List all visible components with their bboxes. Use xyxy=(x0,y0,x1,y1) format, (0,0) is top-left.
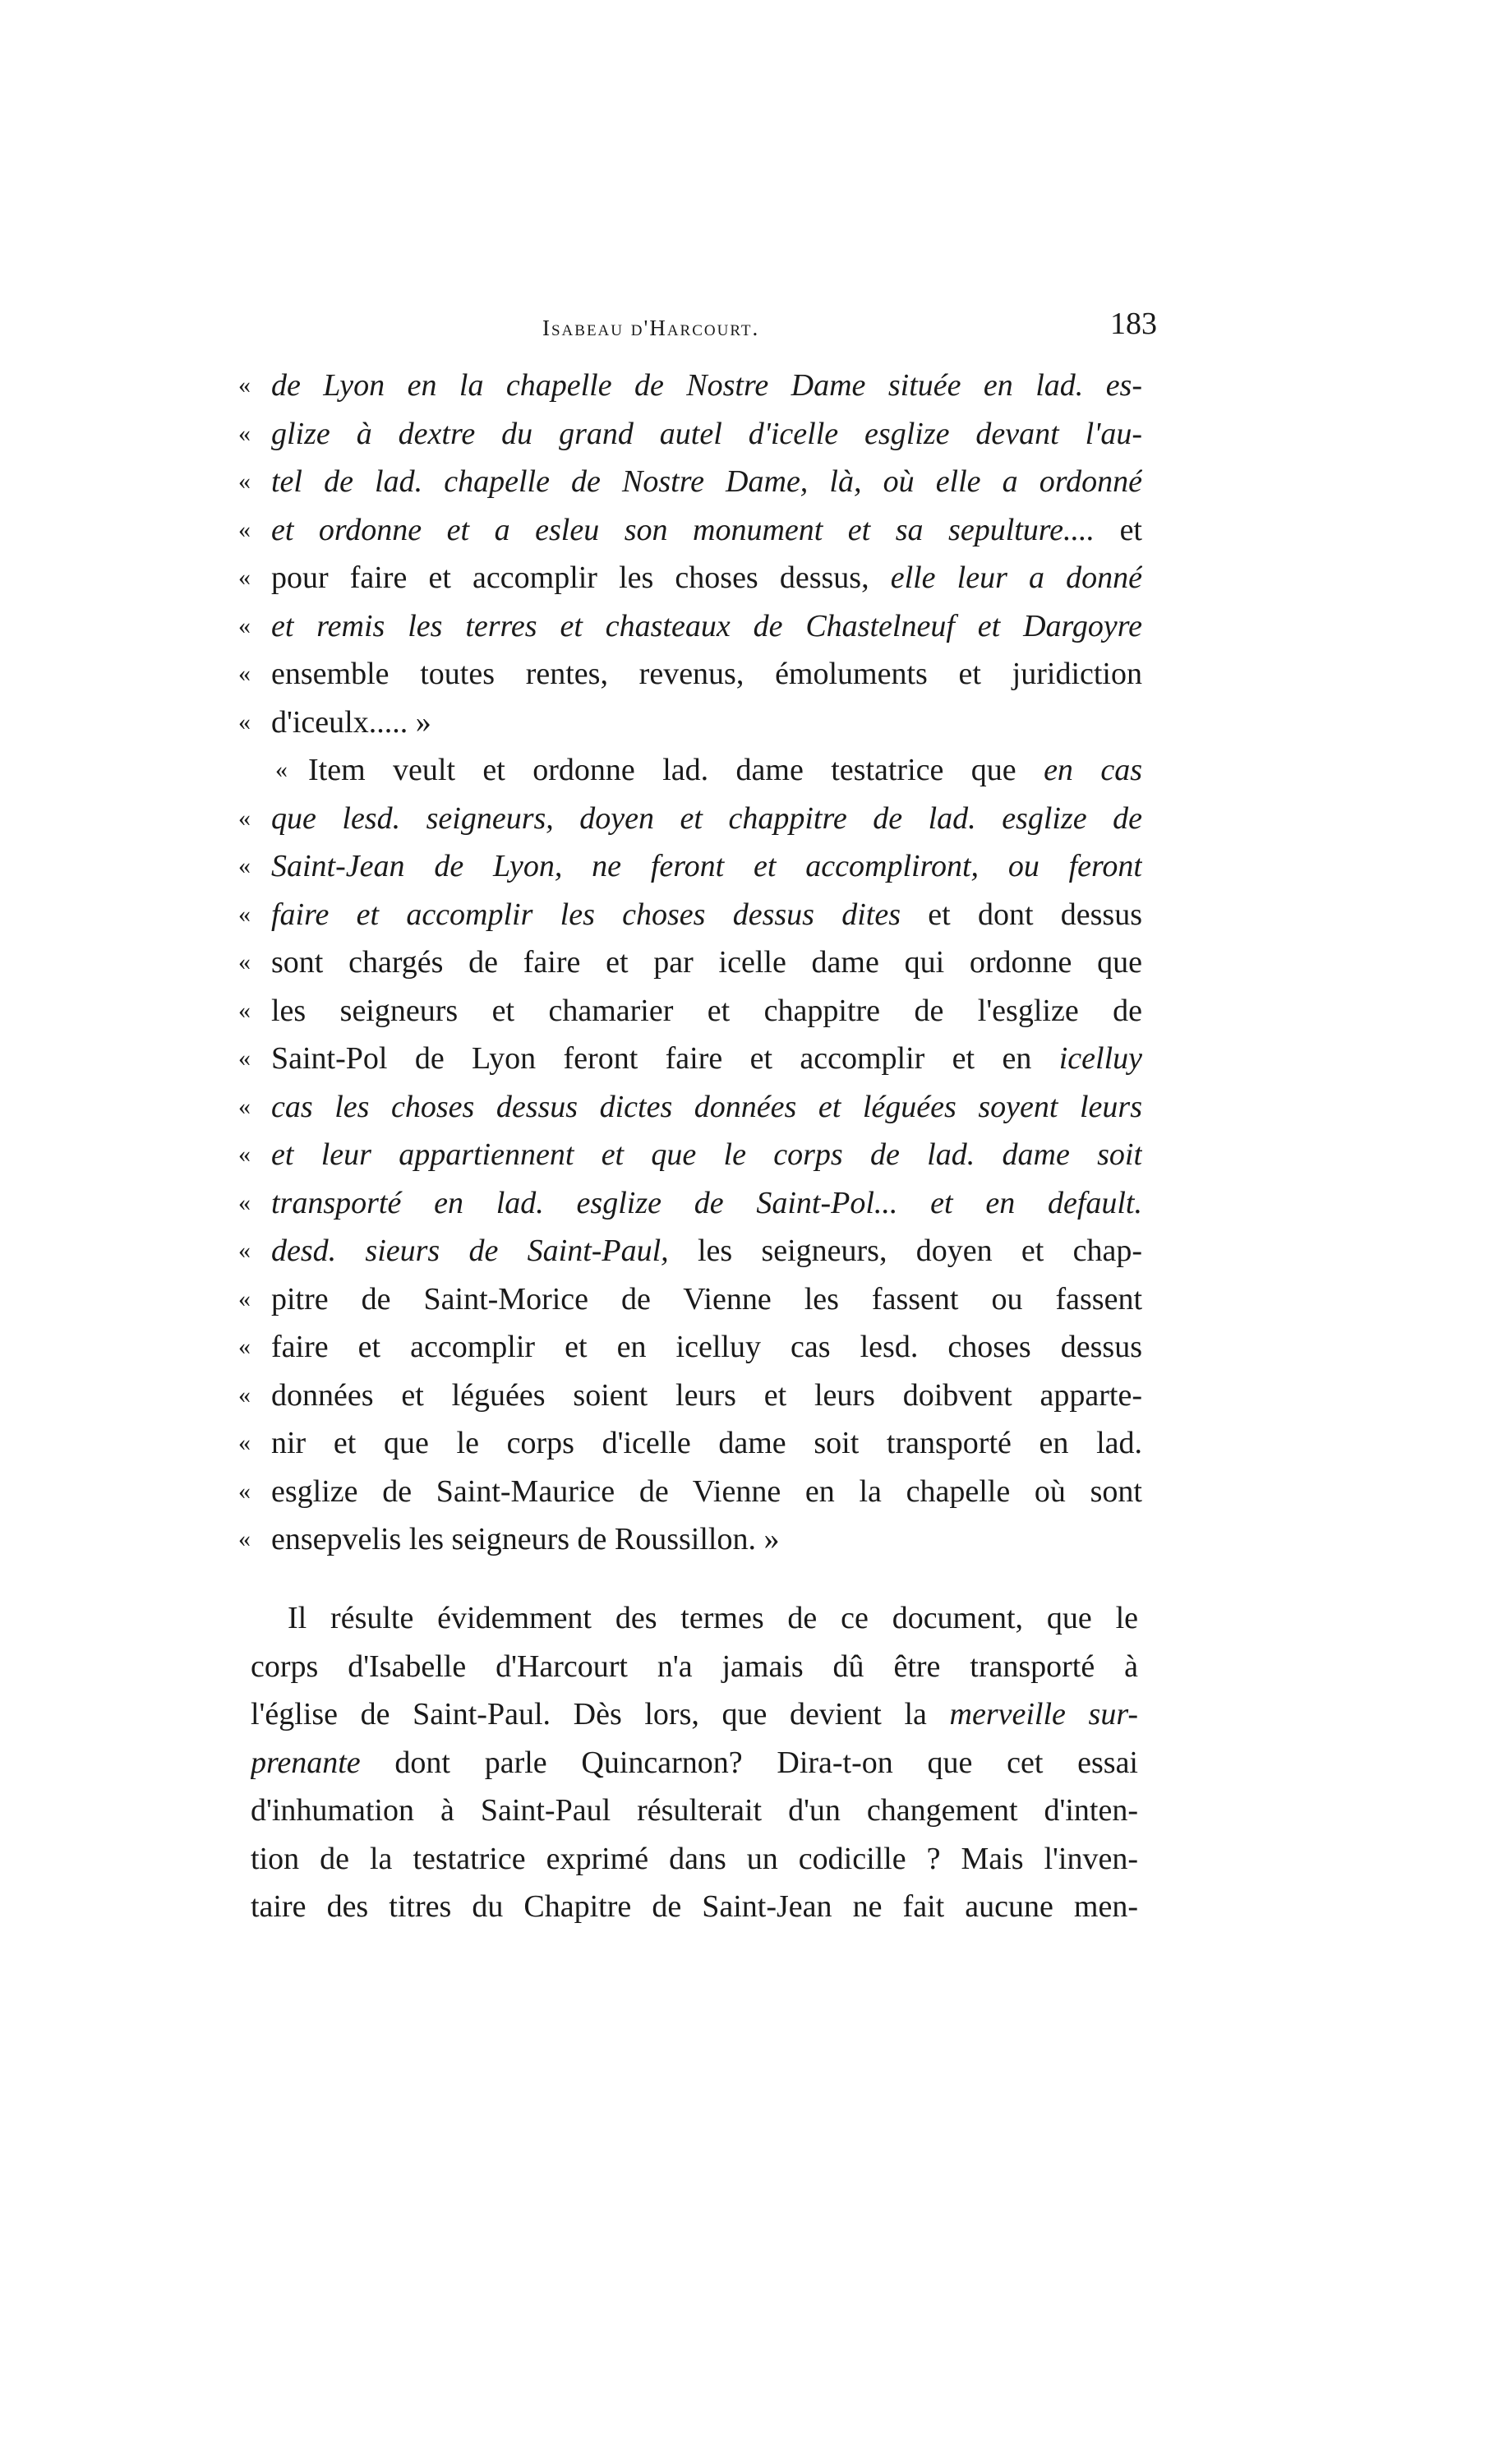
guillemet: « xyxy=(275,756,288,783)
line-text xyxy=(271,795,1142,843)
roman-text: et dont dessus xyxy=(900,897,1142,932)
roman-text: corps d'Isabelle d'Harcourt n'a jamais dû être transporté à xyxy=(251,1649,1138,1684)
guillemet: « xyxy=(238,515,251,543)
guillemet: « xyxy=(238,996,251,1024)
line-text xyxy=(271,362,1142,410)
guillemet: « xyxy=(238,1237,251,1264)
running-title: Isabeau d'Harcourt. xyxy=(542,316,760,340)
guillemet: « xyxy=(238,564,251,591)
italic-text: Saint-Jean de Lyon, ne feront et accompliront, ou feront xyxy=(271,849,1142,883)
line-text xyxy=(271,1131,1142,1179)
italic-text: merveille sur- xyxy=(949,1697,1138,1732)
roman-text: dont parle Quincarnon? Dira-t-on que cet essai xyxy=(360,1745,1138,1780)
text-line xyxy=(238,410,1142,459)
text-line xyxy=(238,458,1142,506)
roman-text: les seigneurs et chamarier et chappitre de l'esglize de xyxy=(271,993,1142,1028)
guillemet: « xyxy=(238,708,251,736)
line-text xyxy=(271,938,1142,987)
text-line xyxy=(251,1883,1138,1931)
text-line xyxy=(238,1227,1142,1275)
italic-text: en cas xyxy=(1044,753,1142,787)
text-line xyxy=(238,1035,1142,1083)
line-text xyxy=(271,650,1142,699)
guillemet: « xyxy=(238,900,251,928)
guillemet: « xyxy=(238,419,251,447)
roman-text: les seigneurs, doyen et chap- xyxy=(668,1234,1142,1268)
italic-text: elle leur a donné xyxy=(890,560,1142,595)
guillemet: « xyxy=(238,1333,251,1360)
line-text xyxy=(271,1083,1142,1132)
guillemet: « xyxy=(238,1429,251,1456)
italic-text: et remis les terres et chasteaux de Chastelneuf et Dargoyre xyxy=(271,608,1142,643)
line-text xyxy=(251,1643,1138,1691)
italic-text: tel de lad. chapelle de Nostre Dame, là, où elle a ordonné xyxy=(271,464,1142,499)
line-text xyxy=(251,1787,1138,1835)
roman-text: d'iceulx..... » xyxy=(271,704,431,740)
line-text xyxy=(271,1275,1142,1324)
line-text xyxy=(271,1468,1142,1516)
text-line xyxy=(238,1468,1142,1516)
running-header xyxy=(238,306,1157,347)
body-paragraph xyxy=(251,1594,1138,1931)
line-text xyxy=(271,458,1142,506)
roman-text: sont chargés de faire et par icelle dame qui ordonne que xyxy=(271,945,1142,980)
roman-text: d'inhumation à Saint-Paul résulterait d'un changement d'inten- xyxy=(251,1793,1138,1828)
italic-text: de Lyon en la chapelle de Nostre Dame située en lad. es- xyxy=(271,368,1142,403)
italic-text: prenante xyxy=(251,1745,361,1780)
text-line xyxy=(238,699,1142,747)
roman-text: esglize de Saint-Maurice de Vienne en la chapelle où sont xyxy=(271,1473,1142,1509)
guillemet: « xyxy=(238,371,251,399)
guillemet: « xyxy=(238,1141,251,1168)
text-line xyxy=(238,554,1142,602)
italic-text: et ordonne et a esleu son monument et sa sepulture.... xyxy=(271,512,1095,547)
line-text xyxy=(251,1835,1138,1884)
text-line xyxy=(251,1835,1138,1884)
text-line xyxy=(238,650,1142,699)
italic-text: desd. sieurs de Saint-Paul, xyxy=(271,1234,669,1268)
guillemet: « xyxy=(238,1092,251,1120)
line-text xyxy=(271,1227,1142,1275)
line-text xyxy=(308,746,1142,795)
text-line xyxy=(251,1594,1138,1643)
guillemet: « xyxy=(238,1477,251,1505)
guillemet: « xyxy=(238,1525,251,1552)
line-text xyxy=(271,891,1142,939)
text-line xyxy=(238,1419,1142,1468)
text-line xyxy=(238,1323,1142,1372)
roman-text: Item veult et ordonne lad. dame testatrice que xyxy=(308,753,1044,787)
italic-text: et leur appartiennent et que le corps de lad. dame soit xyxy=(271,1137,1142,1172)
line-text xyxy=(271,506,1142,555)
roman-text: l'église de Saint-Paul. Dès lors, que devient la xyxy=(251,1697,950,1732)
roman-text: taire des titres du Chapitre de Saint-Jean ne fait aucune men- xyxy=(251,1889,1138,1924)
line-text xyxy=(271,1372,1142,1420)
italic-text: glize à dextre du grand autel d'icelle esglize devant l'au- xyxy=(271,416,1142,451)
line-text xyxy=(271,1419,1142,1468)
guillemet: « xyxy=(238,1188,251,1216)
text-line xyxy=(238,1083,1142,1132)
italic-text: que lesd. seigneurs, doyen et chappitre de lad. esglize de xyxy=(271,800,1142,836)
italic-text: cas les choses dessus dictes données et léguées soyent leurs xyxy=(271,1089,1142,1124)
text-line xyxy=(238,506,1142,555)
line-text xyxy=(271,1179,1142,1228)
guillemet: « xyxy=(238,468,251,495)
text-line xyxy=(238,795,1142,843)
roman-text: données et léguées soient leurs et leurs doibvent apparte- xyxy=(271,1377,1142,1413)
text-line xyxy=(238,602,1142,651)
text-line xyxy=(238,1515,1142,1564)
text-line xyxy=(251,1787,1138,1835)
roman-text: pitre de Saint-Morice de Vienne les fassent ou fassent xyxy=(271,1281,1142,1317)
text-line xyxy=(238,746,1142,795)
line-text xyxy=(251,1739,1138,1787)
roman-text: faire et accomplir et en icelluy cas lesd. choses dessus xyxy=(271,1330,1142,1364)
line-text xyxy=(271,554,1142,602)
guillemet: « xyxy=(238,1284,251,1312)
guillemet: « xyxy=(238,852,251,879)
text-line xyxy=(238,987,1142,1035)
roman-text: tion de la testatrice exprimé dans un codicille ? Mais l'inven- xyxy=(251,1841,1138,1876)
guillemet: « xyxy=(238,804,251,832)
text-line xyxy=(238,1372,1142,1420)
line-text xyxy=(288,1594,1138,1643)
line-text xyxy=(271,410,1142,459)
quoted-testament-text xyxy=(238,362,1142,1564)
italic-text: faire et accomplir les choses dessus dites xyxy=(271,897,901,932)
guillemet: « xyxy=(238,611,251,639)
roman-text: nir et que le corps d'icelle dame soit transporté en lad. xyxy=(271,1426,1142,1460)
line-text xyxy=(251,1883,1138,1931)
text-line xyxy=(238,842,1142,891)
page-number: 183 xyxy=(1110,307,1157,341)
text-line xyxy=(238,1275,1142,1324)
guillemet: « xyxy=(238,1044,251,1072)
italic-text: transporté en lad. esglize de Saint-Pol... et en default. xyxy=(271,1185,1142,1220)
line-text xyxy=(271,1323,1142,1372)
line-text xyxy=(271,842,1142,891)
roman-text: pour faire et accomplir les choses dessus, xyxy=(271,560,891,595)
line-text xyxy=(271,602,1142,651)
guillemet: « xyxy=(238,1381,251,1409)
roman-text: ensepvelis les seigneurs de Roussillon. » xyxy=(271,1522,780,1556)
roman-text: ensemble toutes rentes, revenus, émoluments et juridiction xyxy=(271,657,1142,691)
line-text xyxy=(251,1690,1138,1739)
guillemet: « xyxy=(238,660,251,687)
text-line xyxy=(238,938,1142,987)
line-text xyxy=(271,699,1142,747)
text-line xyxy=(238,891,1142,939)
line-text xyxy=(271,1515,1142,1564)
guillemet: « xyxy=(238,948,251,975)
roman-text: Saint-Pol de Lyon feront faire et accomplir et en xyxy=(271,1041,1059,1076)
line-text xyxy=(271,987,1142,1035)
text-line xyxy=(251,1643,1138,1691)
text-line xyxy=(238,1131,1142,1179)
text-line xyxy=(238,1179,1142,1228)
line-text xyxy=(271,1035,1142,1083)
roman-text: et xyxy=(1095,512,1142,547)
italic-text: icelluy xyxy=(1058,1041,1142,1076)
text-line xyxy=(238,362,1142,410)
text-line xyxy=(251,1690,1138,1739)
text-line xyxy=(251,1739,1138,1787)
roman-text: Il résulte évidemment des termes de ce document, que le xyxy=(288,1601,1138,1635)
